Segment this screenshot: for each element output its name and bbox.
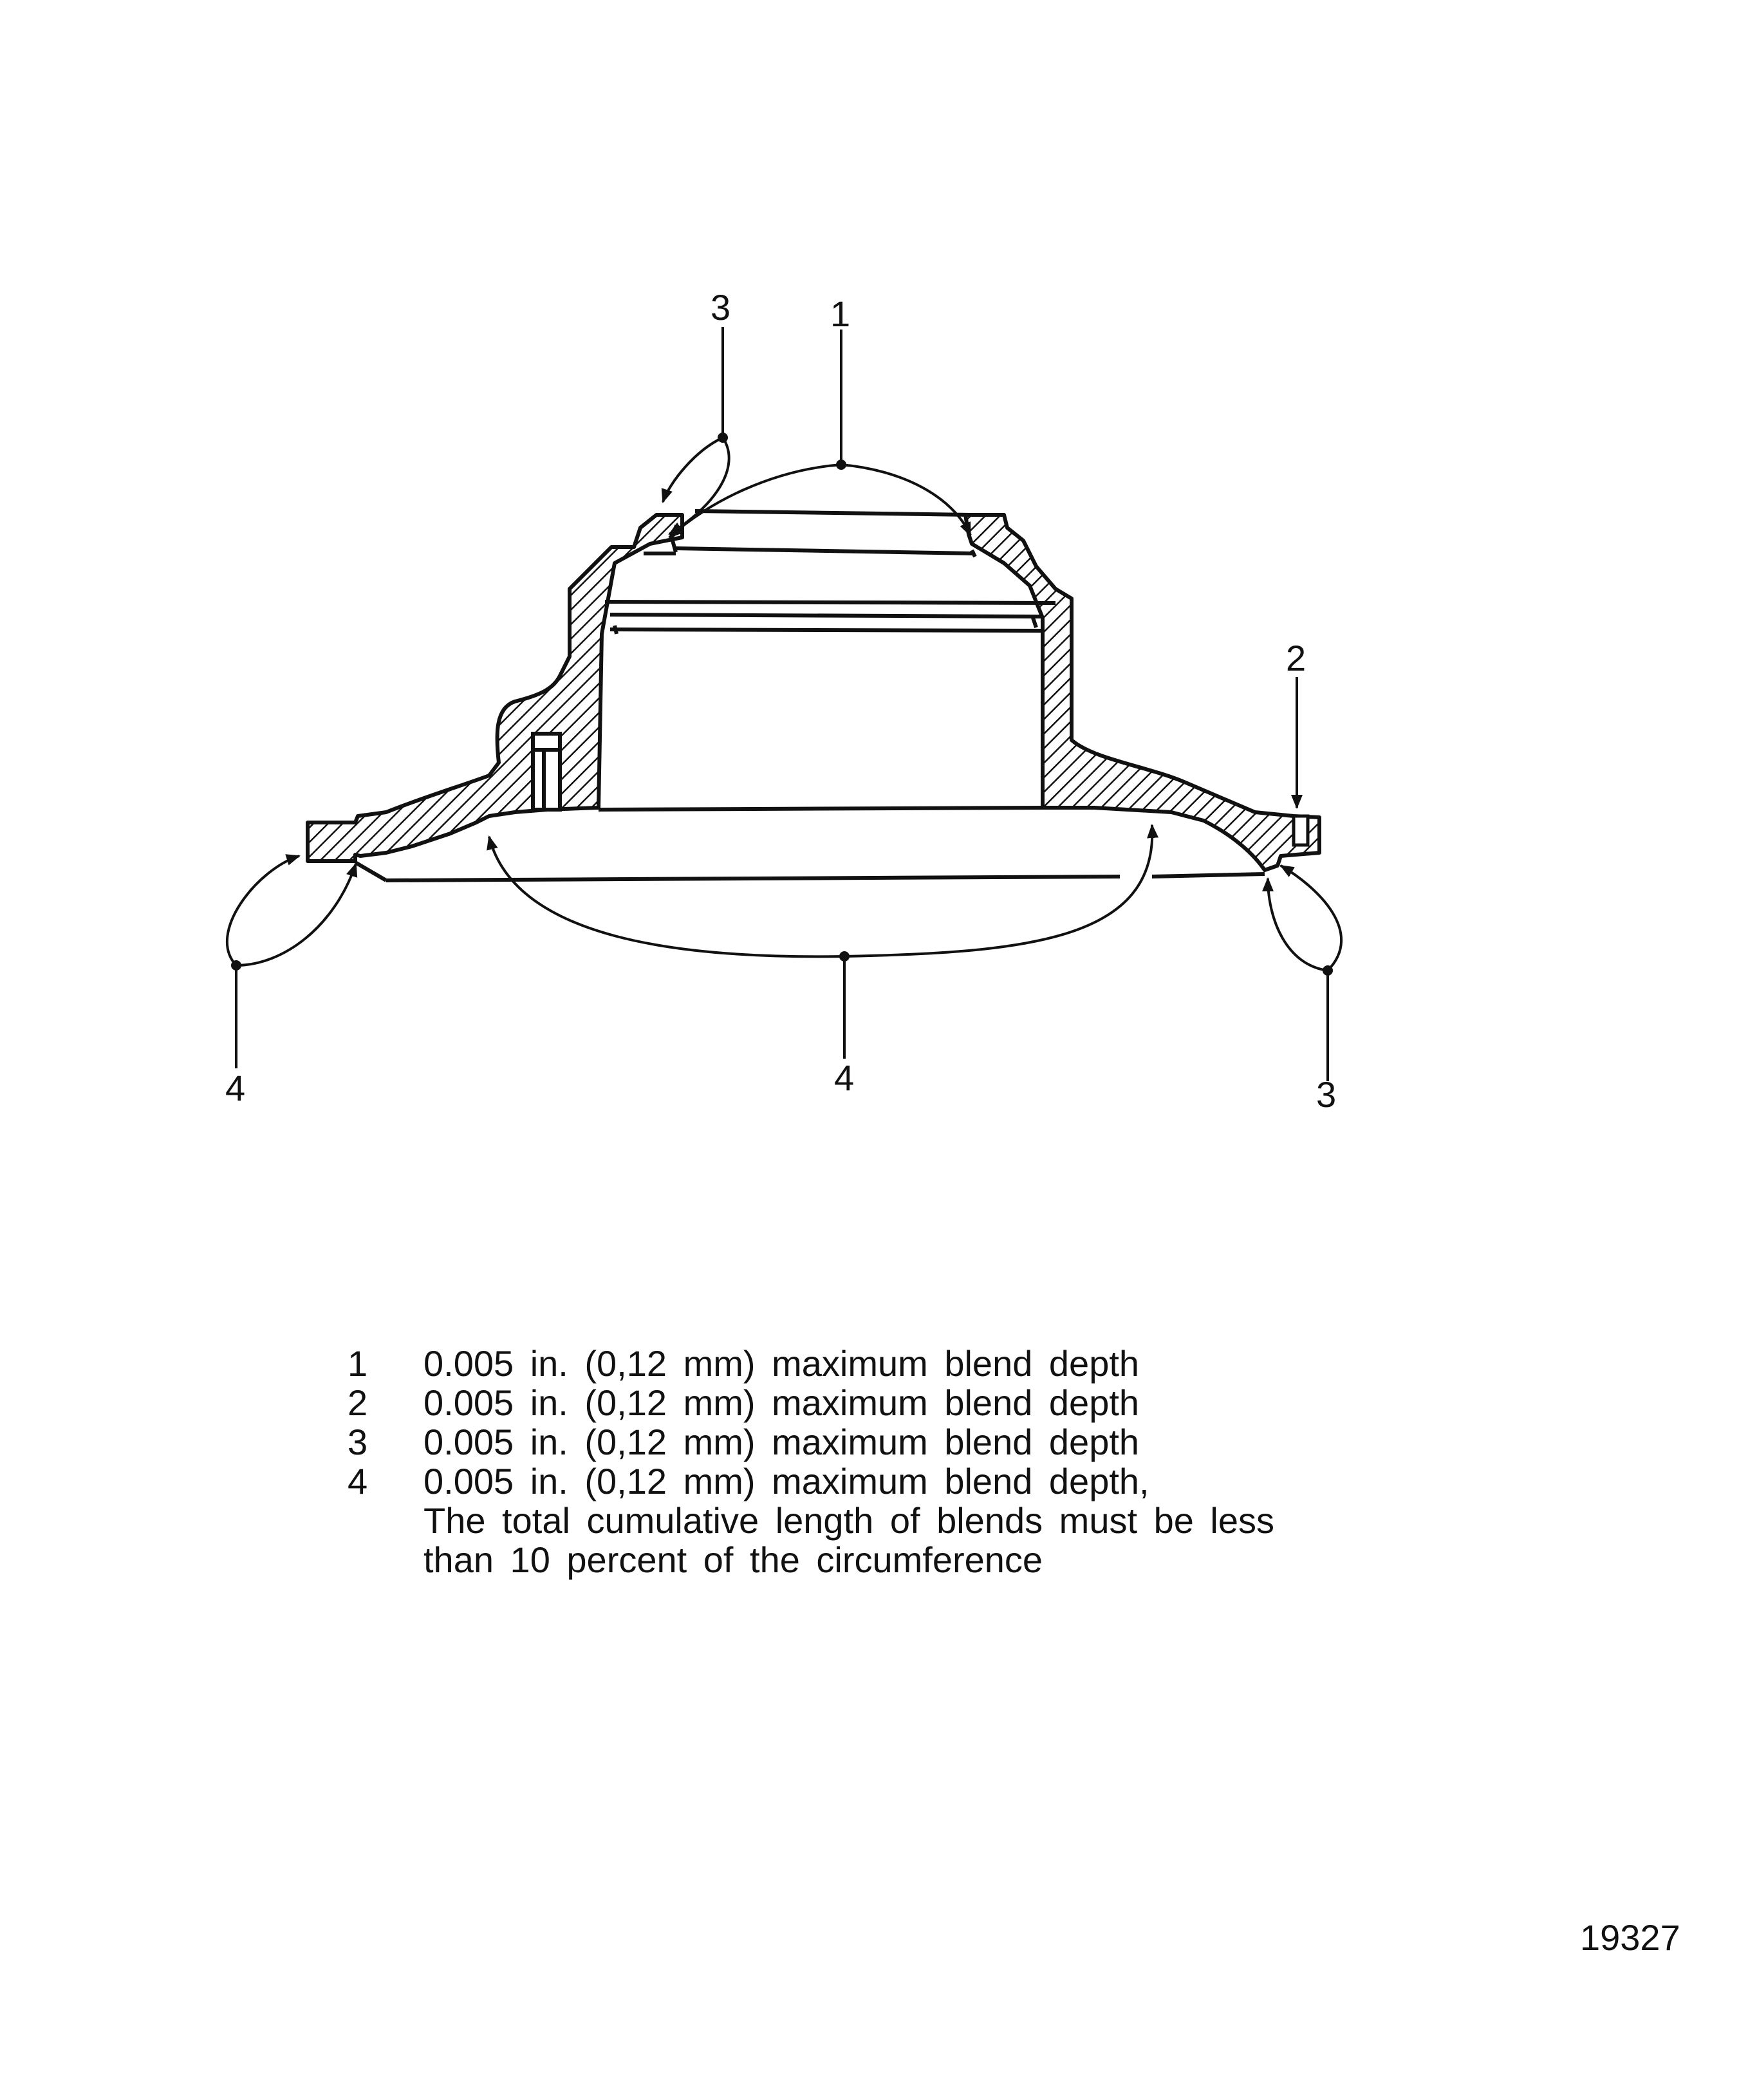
dowel-pin [533,734,560,810]
legend-description [423,1344,1442,1383]
flange-hole [1294,816,1308,845]
legend-item-3 [348,1422,1442,1462]
legend-line: 0.005 in. (0,12 mm) maximum blend depth [423,1343,1140,1384]
callout-1-top: 1 [830,293,851,334]
callout-3-bottom-right: 3 [1316,1074,1337,1115]
legend-number: 4 [348,1461,368,1501]
legend-number: 2 [348,1382,368,1423]
legend-line: The total cumulative length of blends must be less [423,1500,1275,1541]
legend-number: 1 [348,1343,368,1384]
legend [348,1344,1442,1579]
legend-item-1 [348,1344,1442,1383]
legend-description [423,1462,1442,1579]
legend-line: 0.005 in. (0,12 mm) maximum blend depth, [423,1461,1149,1501]
legend-line: 0.005 in. (0,12 mm) maximum blend depth [423,1422,1140,1462]
callout-4-bottom-left: 4 [225,1068,246,1108]
legend-item-4 [348,1462,1442,1579]
callout-2-right: 2 [1286,638,1306,678]
legend-line: than 10 percent of the circumference [423,1539,1043,1580]
part-body [308,515,1319,870]
callout-3-top: 3 [711,287,731,328]
legend-item-2 [348,1383,1442,1422]
inner-bore-lines [355,511,1265,880]
callout-leaders [227,327,1341,1081]
legend-description [423,1422,1442,1462]
legend-line: 0.005 in. (0,12 mm) maximum blend depth [423,1382,1140,1423]
legend-description [423,1383,1442,1422]
legend-number: 3 [348,1422,368,1462]
figure-number: 19327 [1580,1917,1680,1958]
callout-4-bottom-center: 4 [834,1057,855,1098]
right-wall-section [965,515,1319,870]
